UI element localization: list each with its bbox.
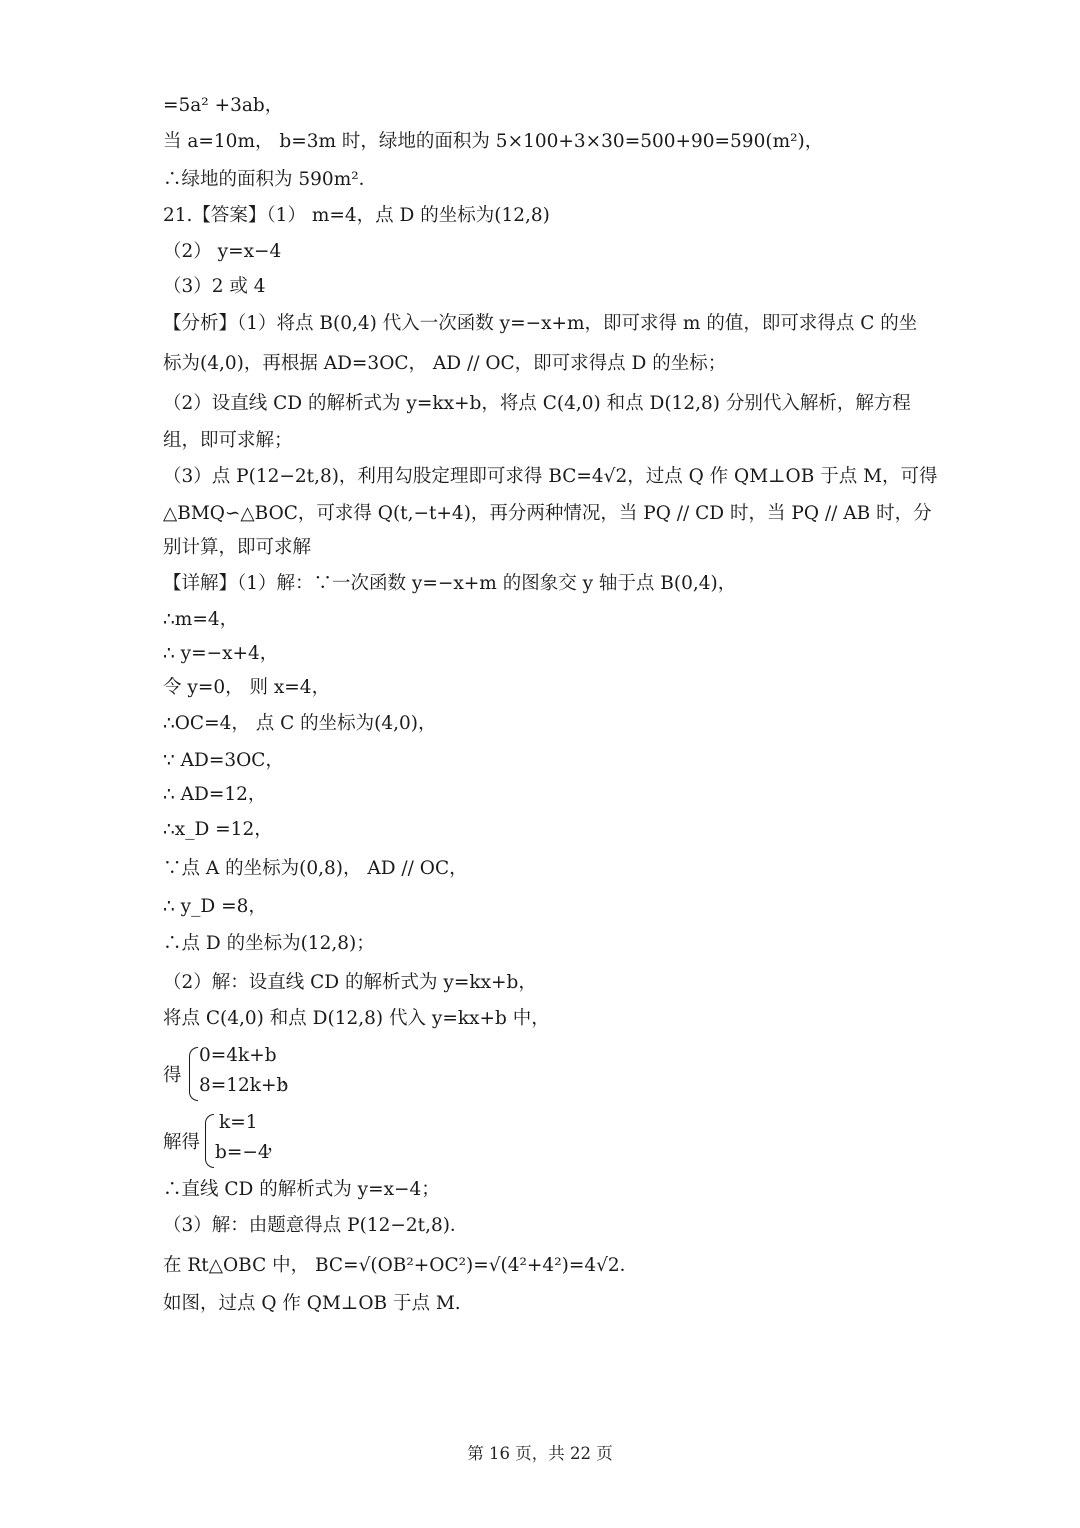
equation: 8=12k+b [199,1075,289,1096]
text-line: =5a² +3ab， [163,95,284,116]
punctuation: ， [267,1134,286,1155]
text-line: （3）解：由题意得点 P(12−2t,8)． [163,1215,469,1236]
text-line: ∴绿地的面积为 590m²． [163,169,378,190]
equation-system-1 [163,1043,463,1107]
text-line: ∴ y_D =8， [163,896,267,917]
text-line: 令 y=0， 则 x=4， [163,677,331,698]
text-line: 在 Rt△OBC 中， BC=√(OB²+OC²)=√(4²+4²)=4√2． [163,1255,639,1276]
text-line: ∴x_D =12， [163,819,273,840]
brace-icon [189,1047,198,1101]
text-line: （3）点 P(12−2t,8)，利用勾股定理即可求得 BC=4√2，过点 Q 作 QM⊥OB 于点 M，可得 [163,466,938,487]
system-label: 解得 [163,1132,201,1153]
text-line: 标为(4,0)，再根据 AD=3OC， AD // OC，即可求得点 D 的坐标； [163,353,727,374]
text-line: 将点 C(4,0) 和点 D(12,8) 代入 y=kx+b 中， [163,1008,550,1029]
text-line: 组，即可求解； [163,430,293,451]
equation: 0=4k+b [199,1045,277,1066]
text-line: （3）2 或 4 [163,276,266,297]
text-line: ∴ y=−x+4， [163,643,279,664]
text-line: ∴OC=4， 点 C 的坐标为(4,0)， [163,713,437,734]
analysis-heading: 【分析】（1）将点 B(0,4) 代入一次函数 y=−x+m，即可求得 m 的值，即可求得点 C 的坐 [163,313,918,334]
text-line: △BMQ∽△BOC，可求得 Q(t,−t+4)，再分两种情况，当 PQ // CD 时，当 PQ // AB 时，分 [163,503,932,524]
equation: b=−4 [215,1142,270,1163]
equation-system-2 [163,1110,463,1174]
equation: k=1 [219,1112,258,1133]
text-line: ∴m=4， [163,609,239,630]
text-line: ∴直线 CD 的解析式为 y=x−4； [163,1179,440,1200]
text-line: 当 a=10m， b=3m 时，绿地的面积为 5×100+3×30=500+90=590(m²)， [163,131,824,152]
text-line: ∴点 D 的坐标为(12,8)； [163,933,375,954]
text-line: ∴ AD=12， [163,784,267,805]
answer-heading: 21.【答案】（1） m=4，点 D 的坐标为(12,8) [163,205,550,226]
text-line: ∵ AD=3OC， [163,750,284,771]
text-line: （2）解：设直线 CD 的解析式为 y=kx+b， [163,972,537,993]
text-line: 如图，过点 Q 作 QM⊥OB 于点 M. [163,1293,461,1314]
text-line: （2） y=x−4 [163,241,282,262]
system-label: 得 [163,1065,182,1086]
text-line: 别计算，即可求解 [163,537,312,558]
text-line: ∵点 A 的坐标为(0,8)， AD // OC， [163,858,468,879]
page-footer: 第 16 页，共 22 页 [467,1444,613,1463]
detail-heading: 【详解】（1）解：∵一次函数 y=−x+m 的图象交 y 轴于点 B(0,4)， [163,573,737,594]
punctuation: ， [281,1067,300,1088]
text-line: （2）设直线 CD 的解析式为 y=kx+b，将点 C(4,0) 和点 D(12,8) 分别代入解析，解方程 [163,393,911,414]
brace-icon [205,1114,214,1168]
